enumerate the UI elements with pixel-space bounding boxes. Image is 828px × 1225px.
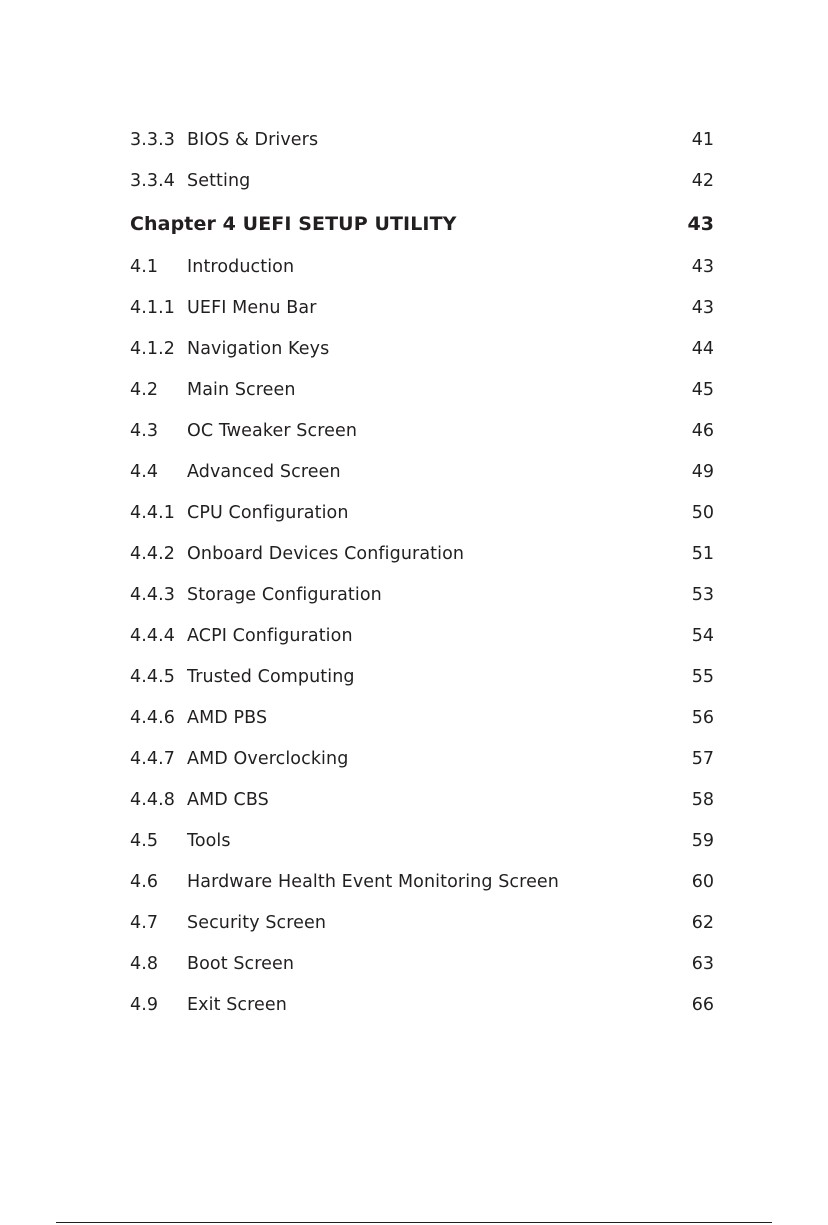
toc-entry-page: 58 xyxy=(691,790,714,810)
chapter-page: 43 xyxy=(687,213,714,235)
toc-entry[interactable] xyxy=(130,534,714,575)
toc-entry[interactable] xyxy=(130,247,714,288)
toc-entry-number: 4.4.5 xyxy=(130,667,176,687)
toc-entry-number: 4.4.4 xyxy=(130,626,176,646)
toc-entry-number: 4.7 xyxy=(130,913,159,933)
toc-entry-number: 4.1 xyxy=(130,257,159,277)
toc-entry-page: 56 xyxy=(691,708,714,728)
toc-entry-number: 3.3.4 xyxy=(130,171,176,191)
toc-entry-page: 66 xyxy=(691,995,714,1015)
toc-entry[interactable] xyxy=(130,739,714,780)
toc-entry-number: 4.2 xyxy=(130,380,159,400)
toc-entry-page: 54 xyxy=(691,626,714,646)
toc-entry-page: 62 xyxy=(691,913,714,933)
toc-entry[interactable] xyxy=(130,616,714,657)
toc-entry[interactable] xyxy=(130,698,714,739)
toc-entry-number: 4.1.2 xyxy=(130,339,176,359)
toc-entry-title: Hardware Health Event Monitoring Screen xyxy=(187,872,559,892)
chapter-heading[interactable] xyxy=(130,202,714,247)
toc-entry[interactable] xyxy=(130,329,714,370)
toc-entry-title: Advanced Screen xyxy=(187,462,341,482)
toc-entry-page: 50 xyxy=(691,503,714,523)
toc-entry[interactable] xyxy=(130,862,714,903)
toc-entry-page: 43 xyxy=(691,257,714,277)
toc-entry-page: 44 xyxy=(691,339,714,359)
toc-entry[interactable] xyxy=(130,411,714,452)
toc-entry-number: 4.4.8 xyxy=(130,790,176,810)
toc-entry-number: 4.3 xyxy=(130,421,159,441)
toc-entry[interactable] xyxy=(130,452,714,493)
toc-entry-title: Introduction xyxy=(187,257,295,277)
toc-entry-title: Boot Screen xyxy=(187,954,295,974)
toc-entry[interactable] xyxy=(130,288,714,329)
toc-entry-number: 4.4.6 xyxy=(130,708,176,728)
toc-entry-page: 53 xyxy=(691,585,714,605)
toc-entry-title: AMD PBS xyxy=(187,708,268,728)
toc-entry-page: 60 xyxy=(691,872,714,892)
toc-entry-title: UEFI Menu Bar xyxy=(187,298,317,318)
toc-entry-number: 4.4.1 xyxy=(130,503,176,523)
toc-entry-title: CPU Configuration xyxy=(187,503,349,523)
toc-section-after xyxy=(130,247,714,1026)
toc-entry[interactable] xyxy=(130,120,714,161)
toc-entry-page: 49 xyxy=(691,462,714,482)
toc-entry-title: Navigation Keys xyxy=(187,339,330,359)
toc-entry-number: 3.3.3 xyxy=(130,130,176,150)
footer-rule xyxy=(56,1222,772,1223)
toc-entry-number: 4.9 xyxy=(130,995,159,1015)
toc-entry-title: Security Screen xyxy=(187,913,327,933)
toc-entry-page: 41 xyxy=(691,130,714,150)
toc-entry-number: 4.1.1 xyxy=(130,298,176,318)
toc-entry-title: Setting xyxy=(187,171,251,191)
toc-entry-number: 4.6 xyxy=(130,872,159,892)
toc-entry-number: 4.4 xyxy=(130,462,159,482)
toc-entry-title: ACPI Configuration xyxy=(187,626,353,646)
toc-entry[interactable] xyxy=(130,985,714,1026)
toc-entry[interactable] xyxy=(130,493,714,534)
toc-entry-number: 4.5 xyxy=(130,831,159,851)
toc-entry-title: Exit Screen xyxy=(187,995,287,1015)
toc-entry[interactable] xyxy=(130,780,714,821)
toc-entry-title: Trusted Computing xyxy=(187,667,355,687)
toc-entry-title: Storage Configuration xyxy=(187,585,382,605)
toc-entry-number: 4.4.3 xyxy=(130,585,176,605)
toc-entry-title: Main Screen xyxy=(187,380,296,400)
toc-entry-page: 42 xyxy=(691,171,714,191)
toc-entry-title: BIOS & Drivers xyxy=(187,130,319,150)
toc-entry-title: AMD CBS xyxy=(187,790,269,810)
toc-entry[interactable] xyxy=(130,657,714,698)
toc-entry[interactable] xyxy=(130,575,714,616)
table-of-contents xyxy=(130,120,714,1026)
toc-entry[interactable] xyxy=(130,944,714,985)
toc-entry-page: 57 xyxy=(691,749,714,769)
toc-entry-page: 51 xyxy=(691,544,714,564)
toc-entry-title: Tools xyxy=(187,831,231,851)
toc-entry[interactable] xyxy=(130,821,714,862)
toc-entry[interactable] xyxy=(130,903,714,944)
toc-entry-page: 43 xyxy=(691,298,714,318)
toc-entry-page: 45 xyxy=(691,380,714,400)
toc-entry-page: 59 xyxy=(691,831,714,851)
toc-entry-page: 55 xyxy=(691,667,714,687)
toc-entry[interactable] xyxy=(130,370,714,411)
toc-section-before xyxy=(130,120,714,202)
chapter-title: Chapter 4 UEFI SETUP UTILITY xyxy=(130,213,457,235)
toc-entry-title: OC Tweaker Screen xyxy=(187,421,358,441)
toc-entry-page: 63 xyxy=(691,954,714,974)
toc-entry-title: Onboard Devices Configuration xyxy=(187,544,465,564)
toc-entry-number: 4.4.7 xyxy=(130,749,176,769)
toc-entry[interactable] xyxy=(130,161,714,202)
toc-entry-title: AMD Overclocking xyxy=(187,749,349,769)
toc-entry-page: 46 xyxy=(691,421,714,441)
toc-entry-number: 4.4.2 xyxy=(130,544,176,564)
toc-entry-number: 4.8 xyxy=(130,954,159,974)
